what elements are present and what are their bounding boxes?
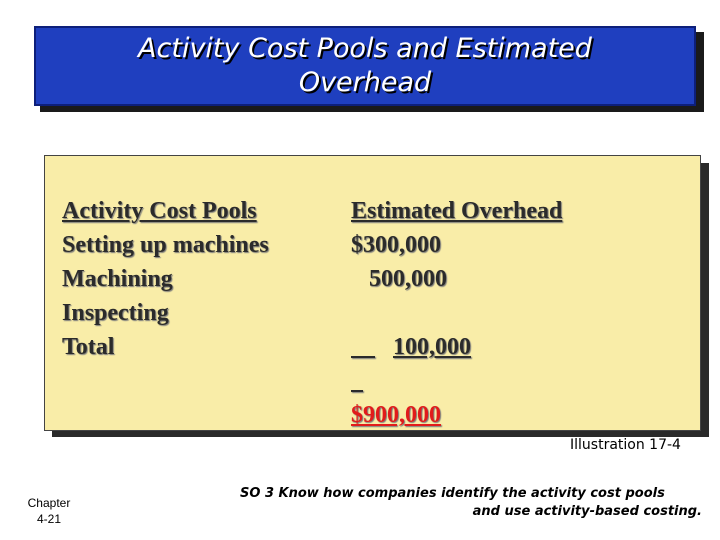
pool-total: Total (62, 334, 115, 360)
study-objective-line1: SO 3 Know how companies identify the activity cost pools (240, 486, 665, 501)
overhead-inspecting: 100,000 (393, 334, 471, 360)
pool-setting-up-machines: Setting up machines (62, 232, 269, 258)
activity-pools-header: Activity Cost Pools (62, 198, 257, 224)
overhead-total: $900,000 (351, 402, 441, 428)
slide-title (138, 32, 592, 100)
overhead-inspecting-wrap (351, 296, 471, 398)
overhead-setting-up-machines: $300,000 (351, 232, 441, 258)
slide-title-line2: Overhead (298, 67, 432, 98)
study-objective (240, 485, 702, 521)
pool-machining: Machining (62, 266, 173, 292)
overhead-machining: 500,000 (369, 266, 447, 292)
illustration-label: Illustration 17-4 (570, 437, 681, 453)
slide-title-line1: Activity Cost Pools and Estimated (138, 33, 592, 64)
pool-inspecting: Inspecting (62, 300, 169, 326)
estimated-overhead-column (351, 194, 562, 432)
chapter-label (18, 495, 80, 527)
study-objective-line2: and use activity-based costing. (472, 504, 702, 519)
chapter-line1: Chapter (27, 496, 71, 510)
title-banner (34, 26, 696, 106)
chapter-line2: 4-21 (36, 512, 62, 526)
activity-pools-column (62, 194, 269, 364)
estimated-overhead-header: Estimated Overhead (351, 198, 563, 224)
